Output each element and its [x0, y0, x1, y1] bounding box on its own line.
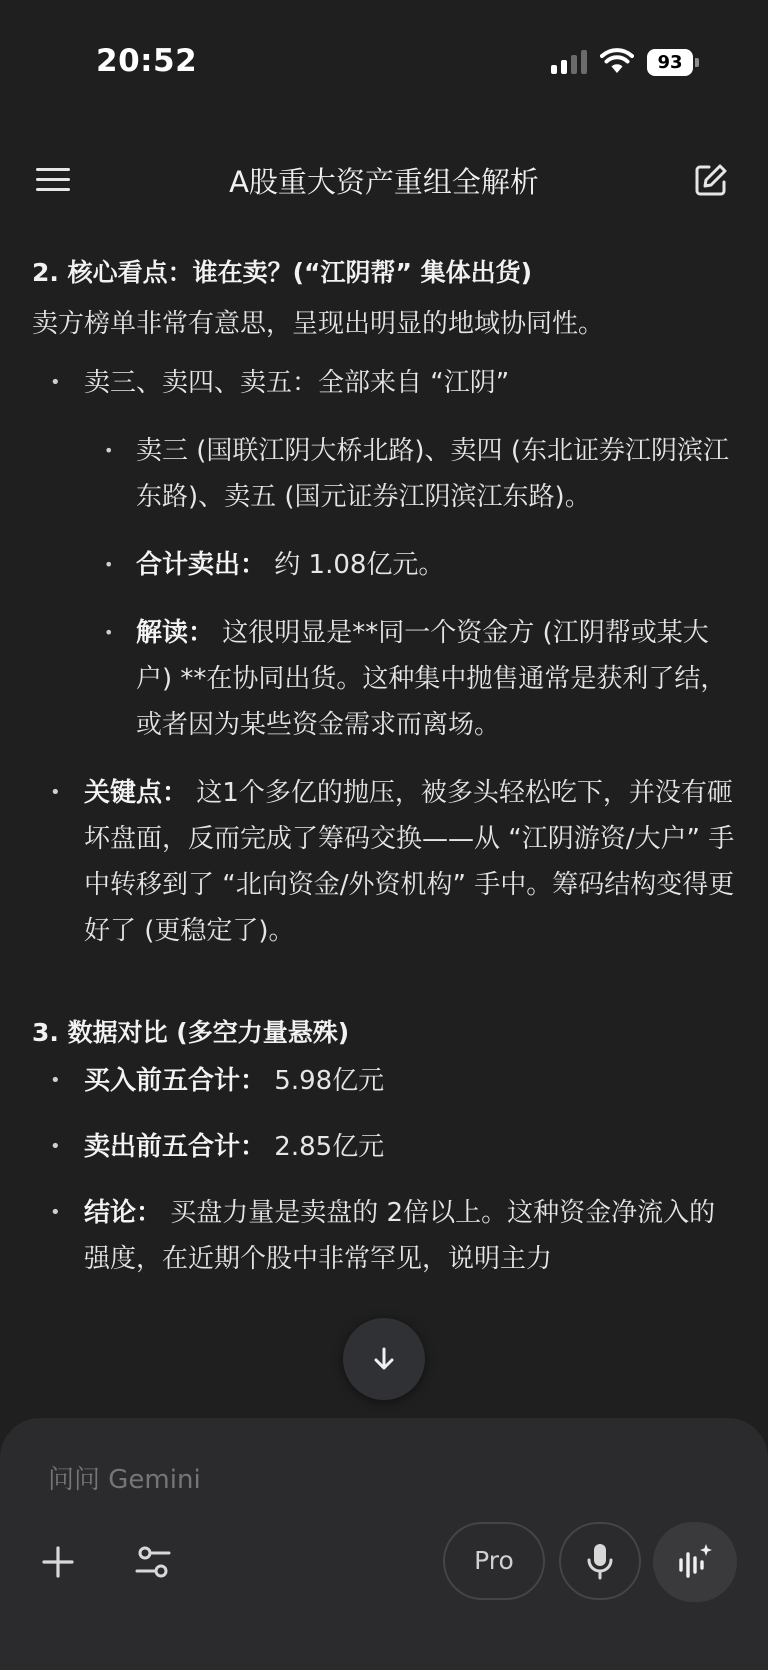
list-item — [32, 770, 736, 954]
add-attachment-icon[interactable] — [38, 1542, 78, 1582]
bullet-list — [32, 360, 736, 954]
list-item-label: 卖出前五合计： — [84, 1132, 267, 1162]
section-heading: 3. 数据对比 (多空力量悬殊) — [32, 1018, 350, 1047]
scroll-to-bottom-button[interactable] — [343, 1318, 425, 1400]
list-item — [84, 542, 736, 588]
battery-icon — [647, 49, 699, 76]
list-item — [84, 610, 736, 748]
list-item-text: 约 1.08亿元。 — [266, 550, 445, 580]
menu-icon[interactable] — [36, 166, 72, 194]
status-time: 20:52 — [96, 43, 198, 79]
microphone-icon — [585, 1541, 615, 1581]
list-item-text: 买盘力量是卖盘的 2倍以上。这种资金净流入的强度，在近期个股中非常罕见，说明主力 — [84, 1198, 716, 1274]
new-chat-edit-icon[interactable] — [693, 162, 729, 198]
prompt-input[interactable] — [46, 1464, 650, 1496]
list-item — [32, 1190, 736, 1282]
microphone-button[interactable] — [559, 1522, 641, 1600]
list-item — [32, 360, 736, 748]
list-item-text: 卖三、卖四、卖五：全部来自 “江阴” — [84, 368, 510, 398]
list-item — [32, 1058, 736, 1104]
list-item-label: 结论： — [84, 1198, 163, 1228]
wifi-icon — [600, 48, 634, 74]
cellular-signal-icon — [551, 50, 589, 74]
list-item-text: 5.98亿元 — [266, 1066, 385, 1096]
list-item — [84, 428, 736, 520]
list-item-text: 卖三 (国联江阴大桥北路)、卖四 (东北证券江阴滨江东路)、卖五 (国元证券江阴滨江东路)。 — [136, 436, 729, 512]
response-content — [32, 232, 736, 1282]
list-item-text: 这1个多亿的抛压，被多头轻松吃下，并没有砸坏盘面，反而完成了筹码交换——从 “江阴游资/大户” 手中转移到了 “北向资金/外资机构” 手中。筹码结构变得更好了 (更稳定了)。 — [84, 778, 735, 946]
list-item-text: 这很明显是**同一个资金方 (江阴帮或某大户) **在协同出货。这种集中抛售通常是获利了结，或者因为某些资金需求而离场。 — [136, 618, 727, 740]
page-title: A股重大资产重组全解析 — [229, 165, 539, 199]
paragraph: 卖方榜单非常有意思，呈现出明显的地域协同性。 — [32, 309, 605, 339]
status-bar — [0, 0, 768, 130]
list-item-label: 买入前五合计： — [84, 1066, 267, 1096]
bullet-list — [32, 1058, 736, 1282]
section-heading: 2. 核心看点：谁在卖？(“江阴帮” 集体出货) — [32, 258, 533, 287]
model-selector-pro[interactable]: Pro — [443, 1522, 545, 1600]
composer — [0, 1418, 768, 1670]
arrow-down-icon — [373, 1346, 395, 1372]
app-bar — [0, 140, 768, 220]
list-item — [32, 1124, 736, 1170]
list-item-text: 2.85亿元 — [266, 1132, 385, 1162]
sub-bullet-list — [84, 428, 736, 748]
list-item-label: 解读： — [136, 618, 215, 648]
battery-level: 93 — [647, 49, 693, 76]
live-sparkle-waveform-icon — [675, 1542, 715, 1582]
live-voice-button[interactable] — [653, 1522, 737, 1602]
tools-settings-icon[interactable] — [133, 1544, 173, 1580]
list-item-label: 合计卖出： — [136, 550, 267, 580]
list-item-label: 关键点： — [84, 778, 189, 808]
